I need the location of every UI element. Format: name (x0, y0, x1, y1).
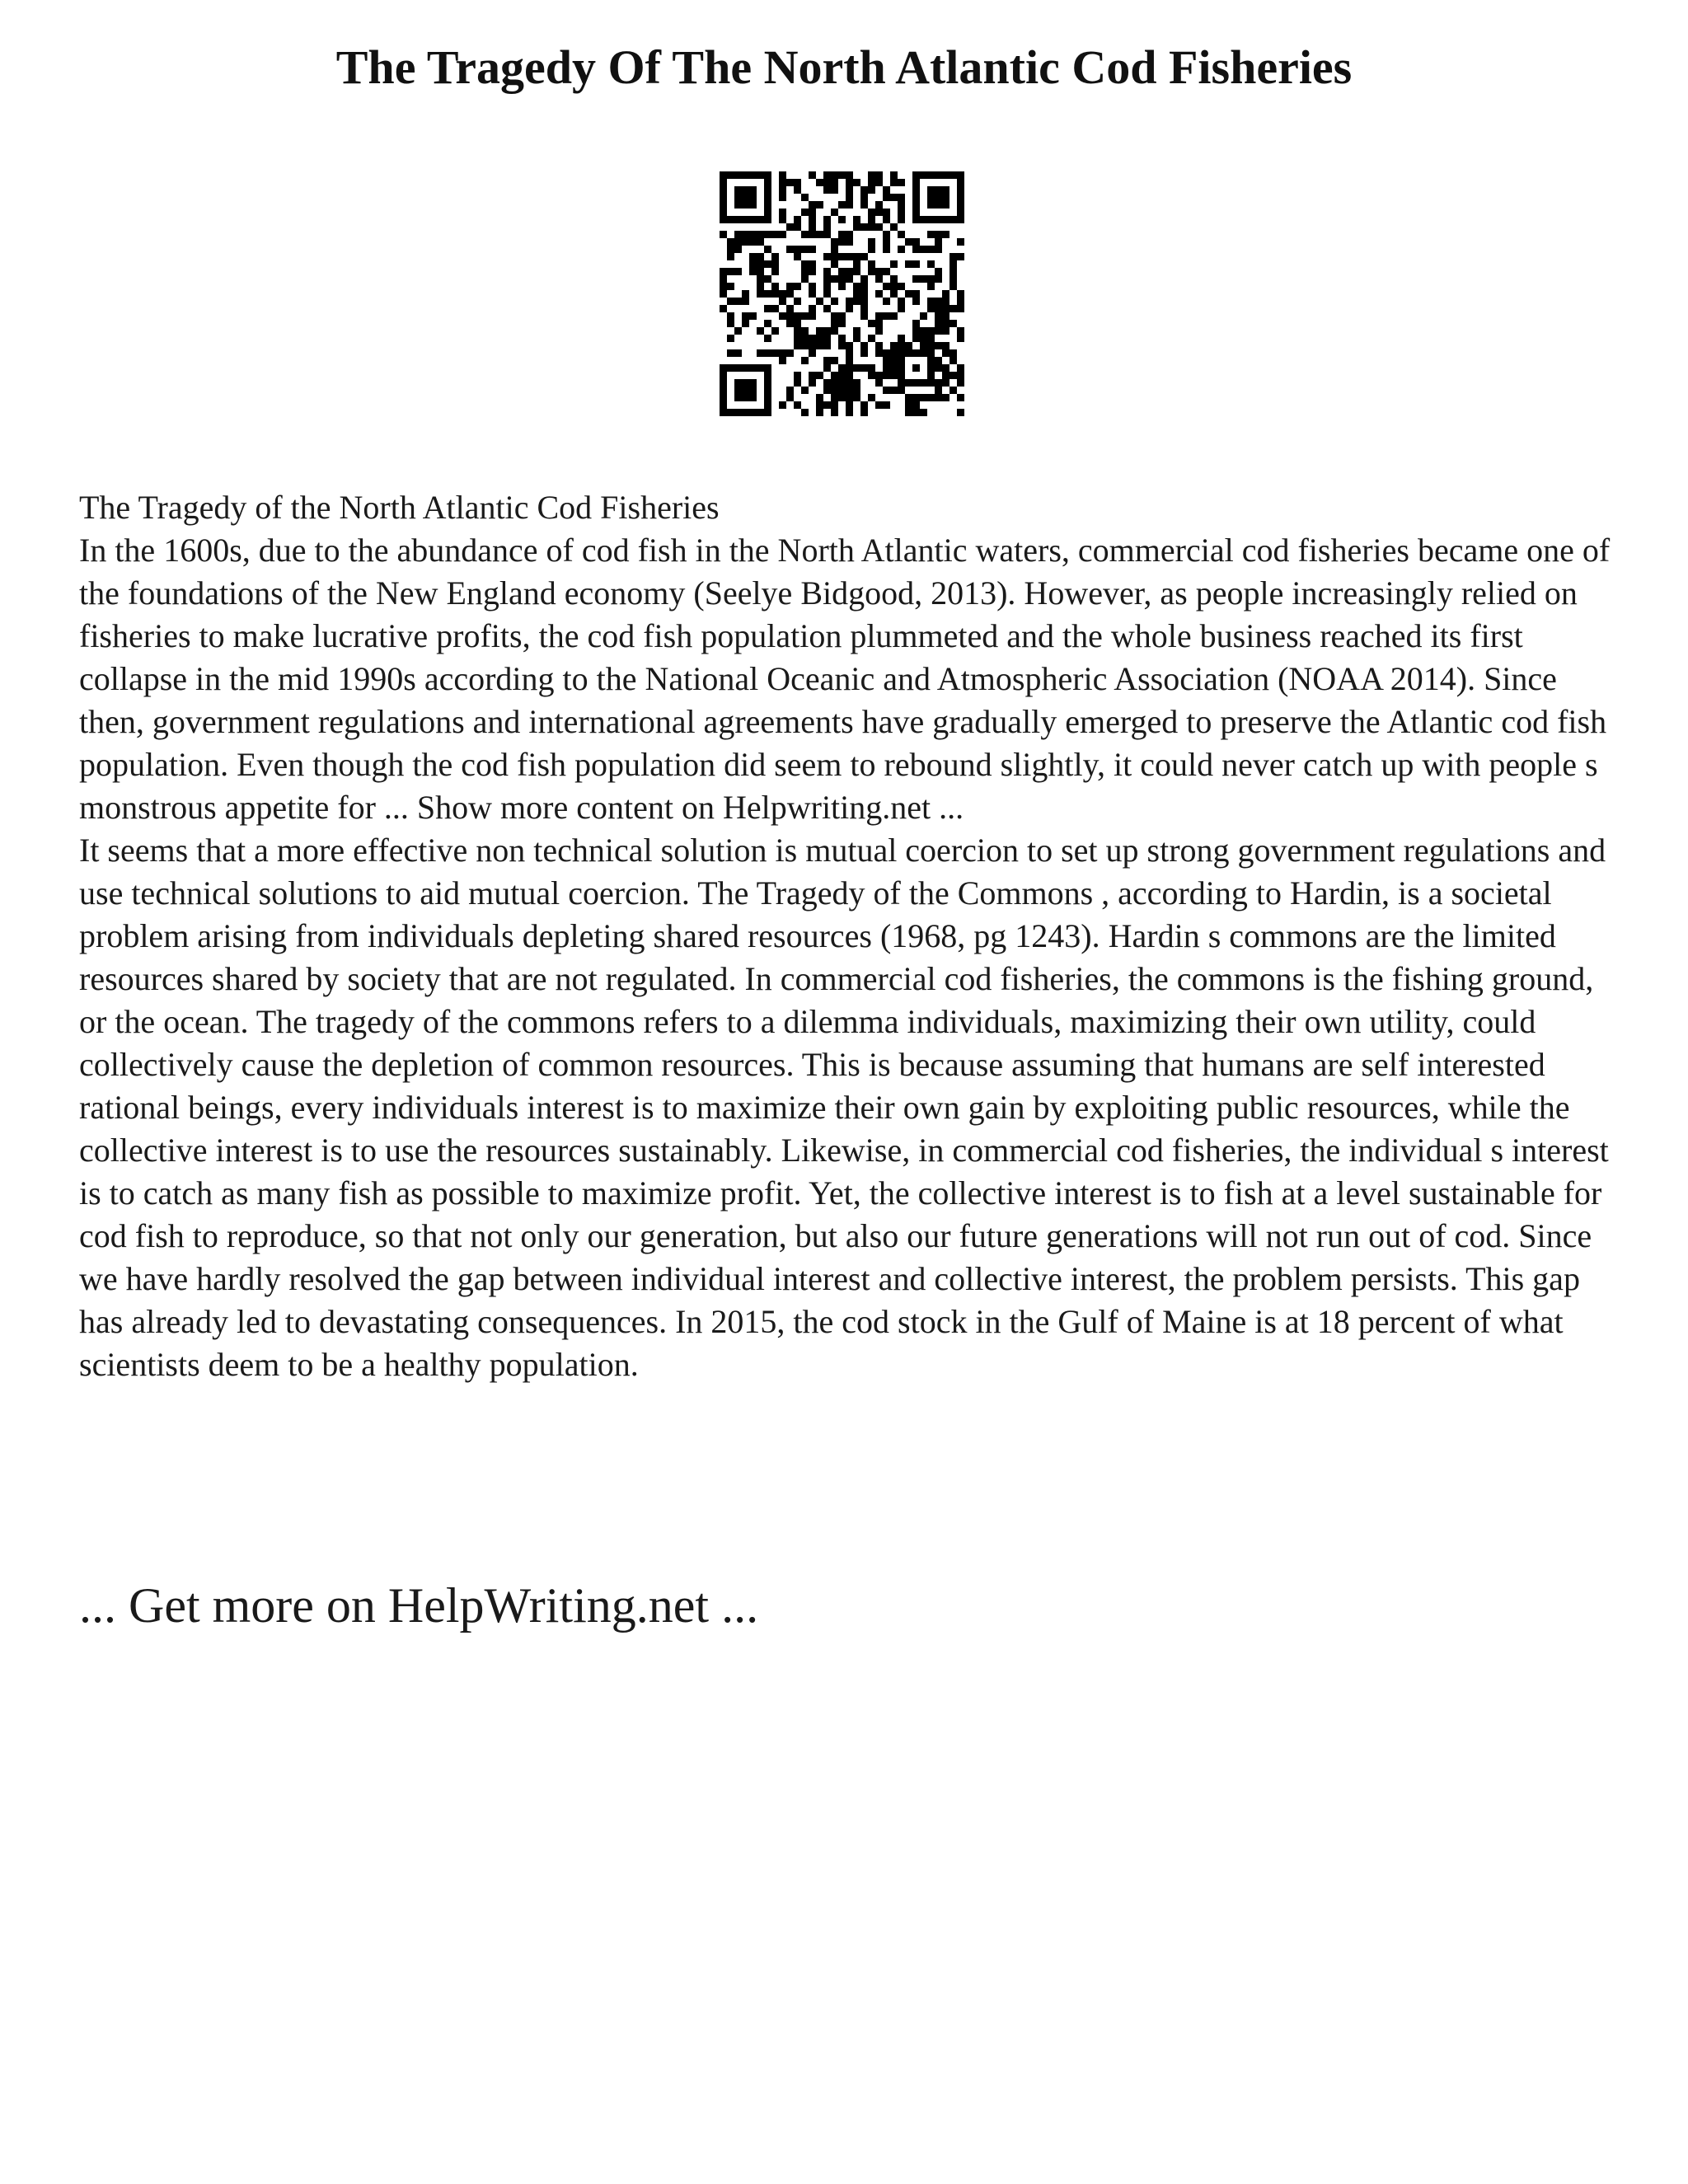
qr-code-graphic (720, 171, 964, 416)
article-paragraph: It seems that a more effective non technical solution is mutual coercion to set up strong government regulations and use technical solutions to aid mutual coercion. The Tragedy of the Commons , according to Hardin, is a societal problem arising from individuals depleting shared resources (1968, pg 1243). Hardin s commons are the limited resources shared by society that are not regulated. In commercial cod fisheries, the commons is the fishing ground, or the ocean. The tragedy of the commons refers to a dilemma individuals, maximizing their own utility, could collectively cause the depletion of common resources. This is because assuming that humans are self interested rational beings, every individuals interest is to maximize their own gain by exploiting public resources, while the collective interest is to use the resources sustainably. Likewise, in commercial cod fisheries, the individual s interest is to catch as many fish as possible to maximize profit. Yet, the collective interest is to fish at a level sustainable for cod fish to reproduce, so that not only our generation, but also our future generations will not run out of cod. Since we have hardly resolved the gap between individual interest and collective interest, the problem persists. This gap has already led to devastating consequences. In 2015, the cod stock in the Gulf of Maine is at 18 percent of what scientists deem to be a healthy population. (79, 832, 1609, 1383)
article-subtitle: The Tragedy of the North Atlantic Cod Fisheries (79, 489, 720, 526)
article-body (79, 486, 1620, 1386)
get-more-link[interactable]: ... Get more on HelpWriting.net ... (79, 1578, 759, 1633)
article-paragraph: In the 1600s, due to the abundance of cod fish in the North Atlantic waters, commercial cod fisheries became one of the foundations of the New England economy (Seelye Bidgood, 2013). However, as people increasingly relied on fisheries to make lucrative profits, the cod fish population plummeted and the whole business reached its first collapse in the mid 1990s according to the National Oceanic and Atmospheric Association (NOAA 2014). Since then, government regulations and international agreements have gradually emerged to preserve the Atlantic cod fish population. Even though the cod fish population did seem to rebound slightly, it could never catch up with people s monstrous appetite for ... Show more content on Helpwriting.net ... (79, 532, 1611, 826)
page-title: The Tragedy Of The North Atlantic Cod Fisheries (335, 40, 1353, 94)
qr-code-icon (720, 171, 964, 416)
